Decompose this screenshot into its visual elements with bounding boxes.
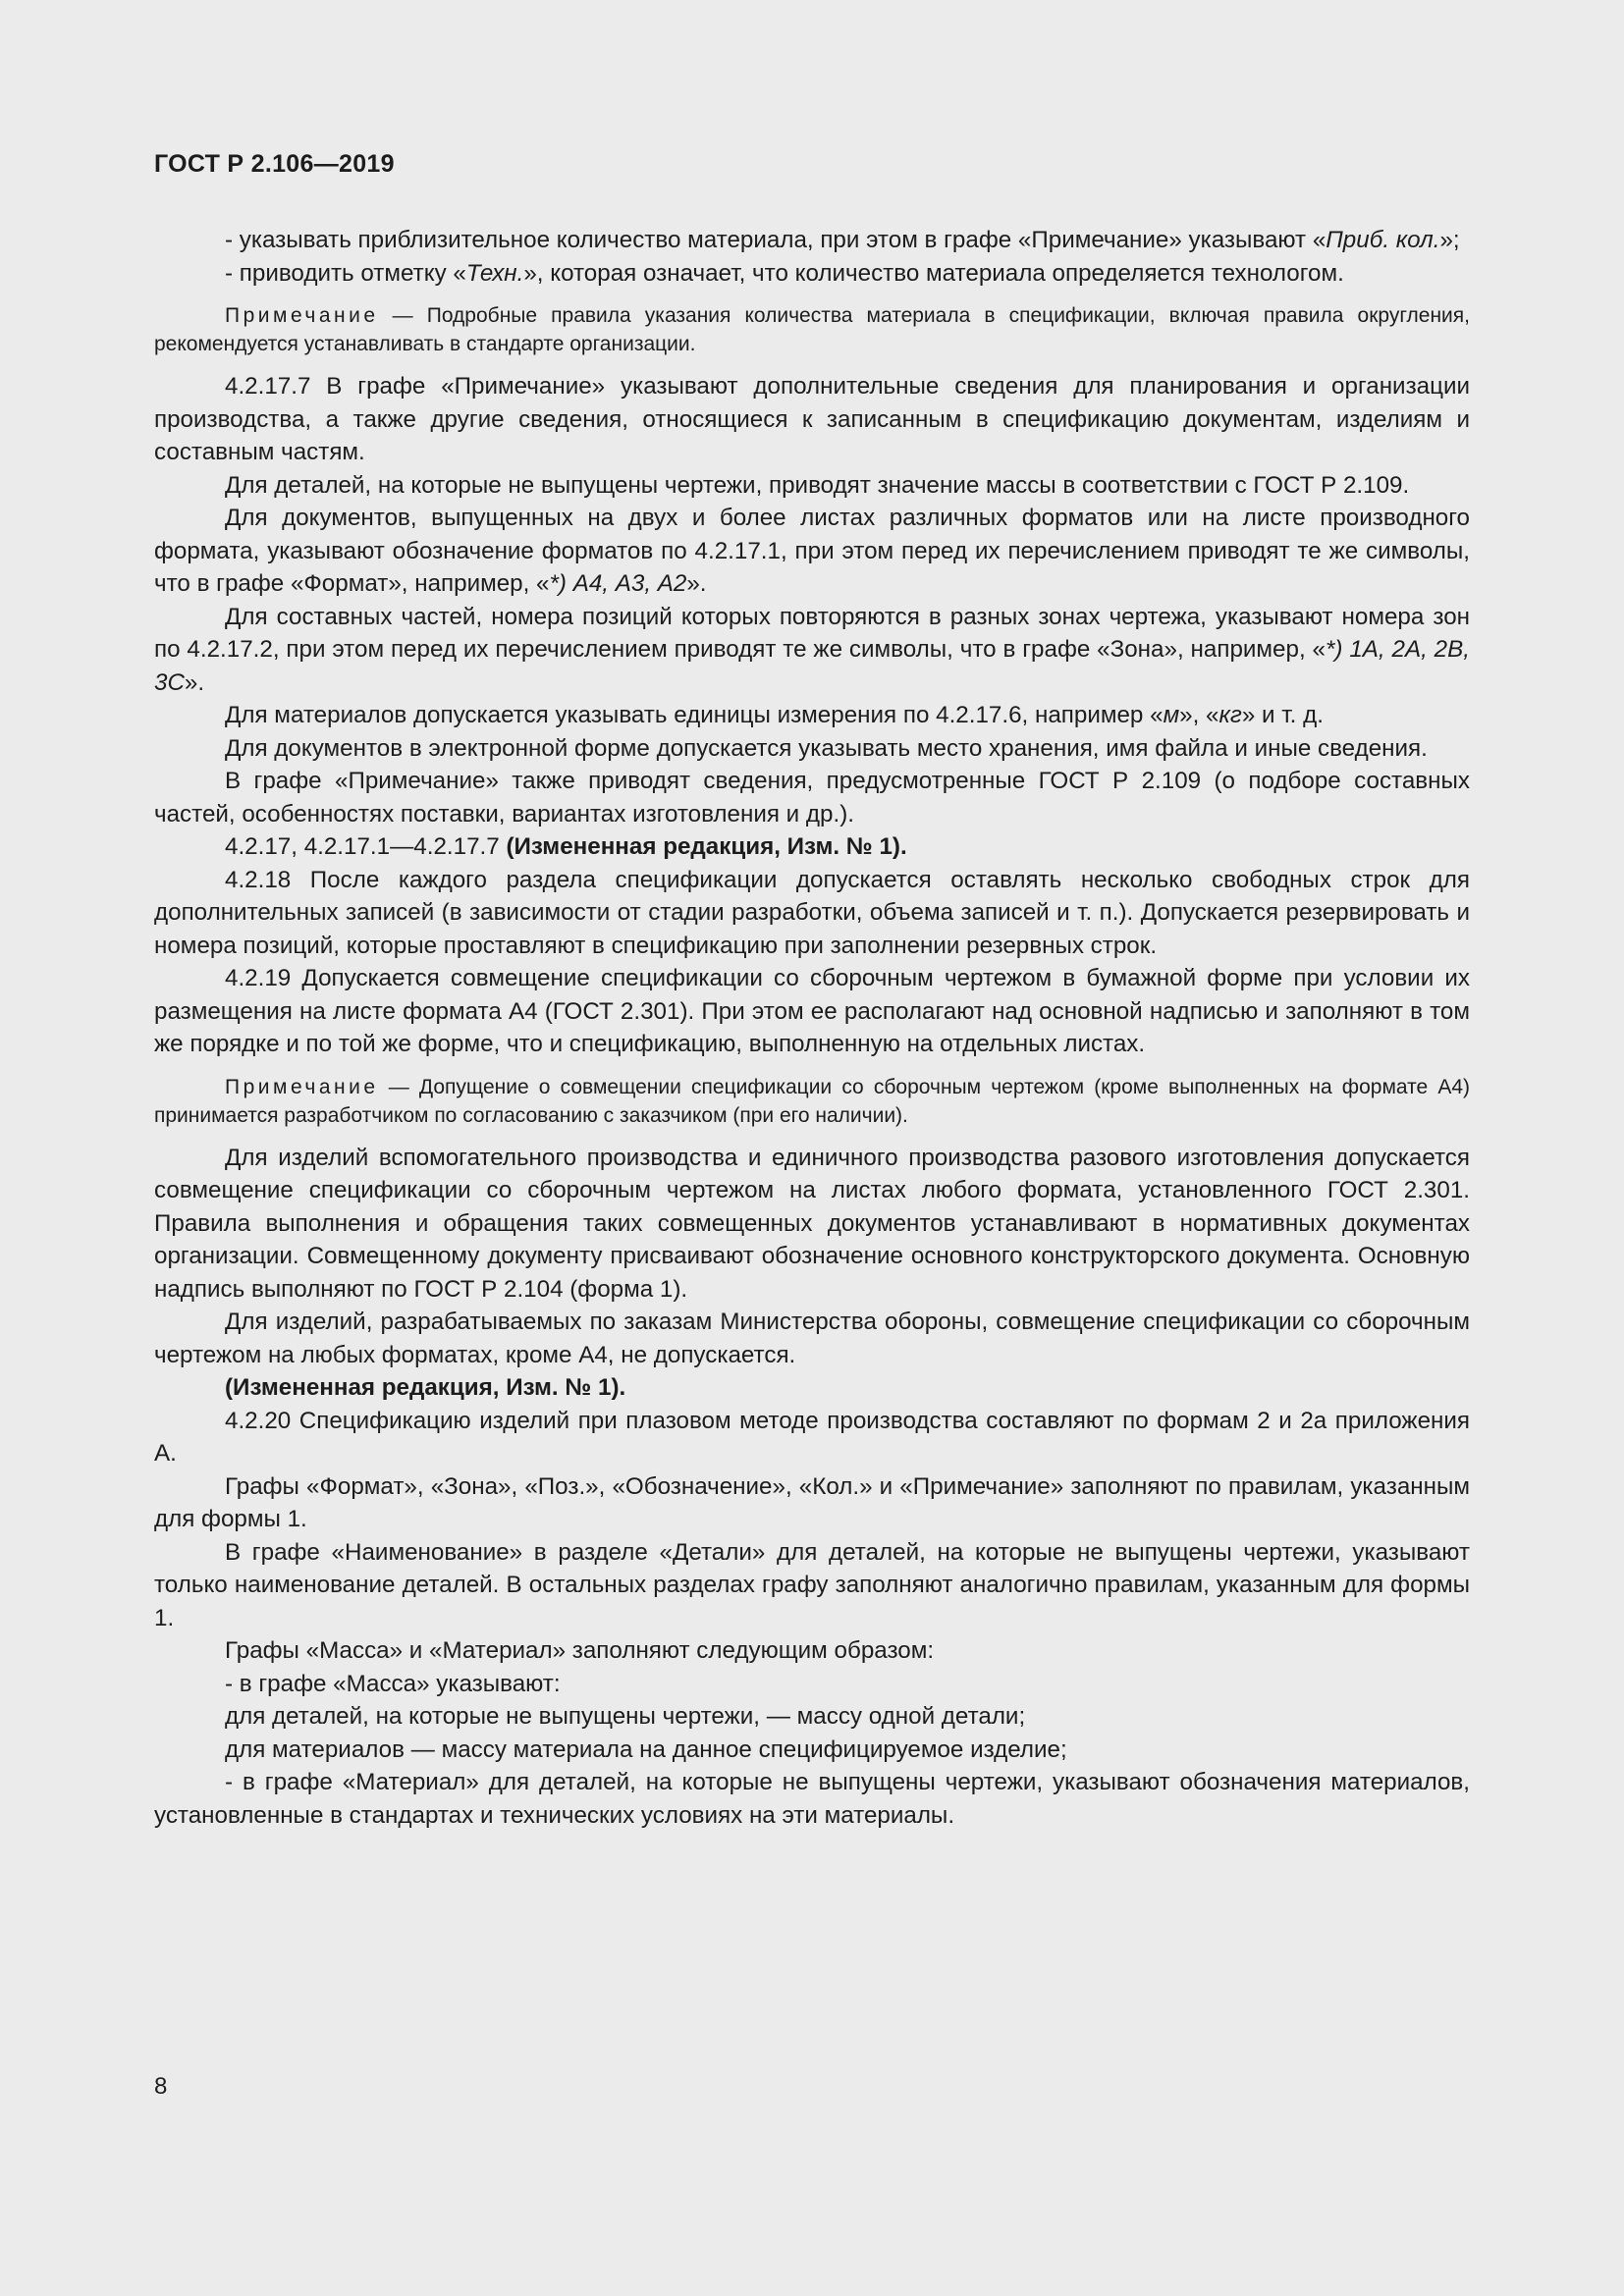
paragraph	[154, 224, 1470, 257]
paragraph-text: »;	[1439, 227, 1460, 253]
document-header: ГОСТ Р 2.106—2019	[154, 150, 395, 178]
document-body	[154, 224, 1470, 1832]
paragraph: 4.2.19 Допускается совмещение спецификации со сборочным чертежом в бумажной форме при условии их размещения на листе формата А4 (ГОСТ 2.301). При этом ее располагают над основной надписью и заполняют в том же порядке и по той же форме, что и спецификацию, выполненную на отдельных листах.	[154, 965, 1470, 1057]
paragraph: для материалов — массу материала на данное специфицируемое изделие;	[225, 1735, 1067, 1763]
paragraph: Для деталей, на которые не выпущены чертежи, приводят значение массы в соответствии с ГОСТ Р 2.109.	[225, 471, 1410, 499]
italic-text: м	[1163, 702, 1180, 728]
paragraph-text: », которая означает, что количество материала определяется технологом.	[523, 259, 1344, 287]
paragraph: Графы «Формат», «Зона», «Поз.», «Обозначение», «Кол.» и «Примечание» заполняют по правилам, указанным для формы 1.	[154, 1472, 1470, 1532]
paragraph: Для документов в электронной форме допускается указывать место хранения, имя файла и иные сведения.	[225, 734, 1428, 762]
note	[154, 1073, 1470, 1130]
paragraph-text: ».	[184, 668, 205, 696]
paragraph: - в графе «Масса» указывают:	[225, 1670, 561, 1697]
paragraph	[154, 830, 1470, 864]
paragraph: - в графе «Материал» для деталей, на которые не выпущены чертежи, указывают обозначения материалов, установленные в стандартах и технических условиях на эти материалы.	[154, 1769, 1470, 1829]
note-text: — Допущение о совмещении спецификации со сборочным чертежом (кроме выполненных на формате А4) принимается разработчиком по согласованию с заказчиком (при его наличии).	[154, 1075, 1470, 1127]
italic-text: Техн.	[465, 259, 524, 287]
paragraph-text: Для документов, выпущенных на двух и более листах различных форматов или на листе производного формата, указывают обозначение форматов по 4.2.17.1, при этом перед их перечислением приводят те же символы, что в графе «Формат», например, «	[154, 505, 1470, 597]
paragraph: 4.2.18 После каждого раздела спецификации допускается оставлять несколько свободных строк для дополнительных записей (в зависимости от стадии разработки, объема записей и т. п.). Допускается резервировать и номера позиций, которые проставляют в спецификацию при заполнении резервных строк.	[154, 866, 1470, 959]
paragraph: Для изделий вспомогательного производства и единичного производства разового изготовления допускается совмещение спецификации со сборочным чертежом на листах любого формата, установленного ГОСТ 2.301. Правила выполнения и обращения таких совмещенных документов устанавливают в нормативных документах организации. Совмещенному документу присваивают обозначение основного конструкторского документа. Основную надпись выполняют по ГОСТ Р 2.104 (форма 1).	[154, 1144, 1470, 1303]
note-label: Примечание	[225, 304, 379, 327]
paragraph-text: », «	[1179, 702, 1219, 728]
note	[154, 301, 1470, 358]
paragraph: 4.2.20 Спецификацию изделий при плазовом методе производства составляют по формам 2 и 2а приложения А.	[154, 1407, 1470, 1467]
paragraph-text: 4.2.17, 4.2.17.1—4.2.17.7	[225, 833, 507, 860]
note-label: Примечание	[225, 1075, 379, 1098]
paragraph: В графе «Примечание» также приводят сведения, предусмотренные ГОСТ Р 2.109 (о подборе составных частей, особенностях поставки, вариантах изготовления и др.).	[154, 768, 1470, 828]
paragraph	[154, 601, 1470, 700]
paragraph: Графы «Масса» и «Материал» заполняют следующим образом:	[225, 1637, 935, 1664]
italic-text: *) А4, А3, А2	[549, 570, 687, 597]
italic-text: Приб. кол.	[1326, 227, 1440, 253]
note-text: — Подробные правила указания количества материала в спецификации, включая правила округления, рекомендуется устанавливать в стандарте организации.	[154, 304, 1470, 355]
amendment-note: (Измененная редакция, Изм. № 1).	[225, 1374, 626, 1401]
paragraph: для деталей, на которые не выпущены чертежи, — массу одной детали;	[225, 1703, 1026, 1730]
paragraph-text: Для материалов допускается указывать единицы измерения по 4.2.17.6, например «	[225, 702, 1164, 728]
paragraph: В графе «Наименование» в разделе «Детали» для деталей, на которые не выпущены чертежи, указывают только наименование деталей. В остальных разделах графу заполняют аналогично правилам, указанным для формы 1.	[154, 1538, 1470, 1631]
paragraph: Для изделий, разрабатываемых по заказам Министерства обороны, совмещение спецификации со сборочным чертежом на любых форматах, кроме А4, не допускается.	[154, 1308, 1470, 1368]
paragraph	[154, 1371, 1470, 1405]
paragraph-text: ».	[686, 570, 707, 597]
amendment-note: (Измененная редакция, Изм. № 1).	[506, 833, 907, 860]
page-number: 8	[154, 2073, 168, 2100]
paragraph-text: - указывать приблизительное количество материала, при этом в графе «Примечание» указывают «	[225, 227, 1326, 253]
paragraph	[154, 257, 1470, 291]
paragraph	[154, 699, 1470, 732]
paragraph-text: » и т. д.	[1241, 702, 1324, 728]
paragraph-text: - приводить отметку «	[225, 259, 466, 287]
italic-text: *) 1А, 2А, 2В, 3С	[154, 636, 1470, 696]
paragraph	[154, 502, 1470, 601]
paragraph-text: Для составных частей, номера позиций которых повторяются в разных зонах чертежа, указывают номера зон по 4.2.17.2, при этом перед их перечислением приводят те же символы, что в графе «Зона», например, «	[154, 603, 1470, 663]
italic-text: кг	[1218, 702, 1242, 728]
paragraph: 4.2.17.7 В графе «Примечание» указывают дополнительные сведения для планирования и организации производства, а также другие сведения, относящиеся к записанным в спецификацию документам, изделиям и составным частям.	[154, 373, 1470, 465]
